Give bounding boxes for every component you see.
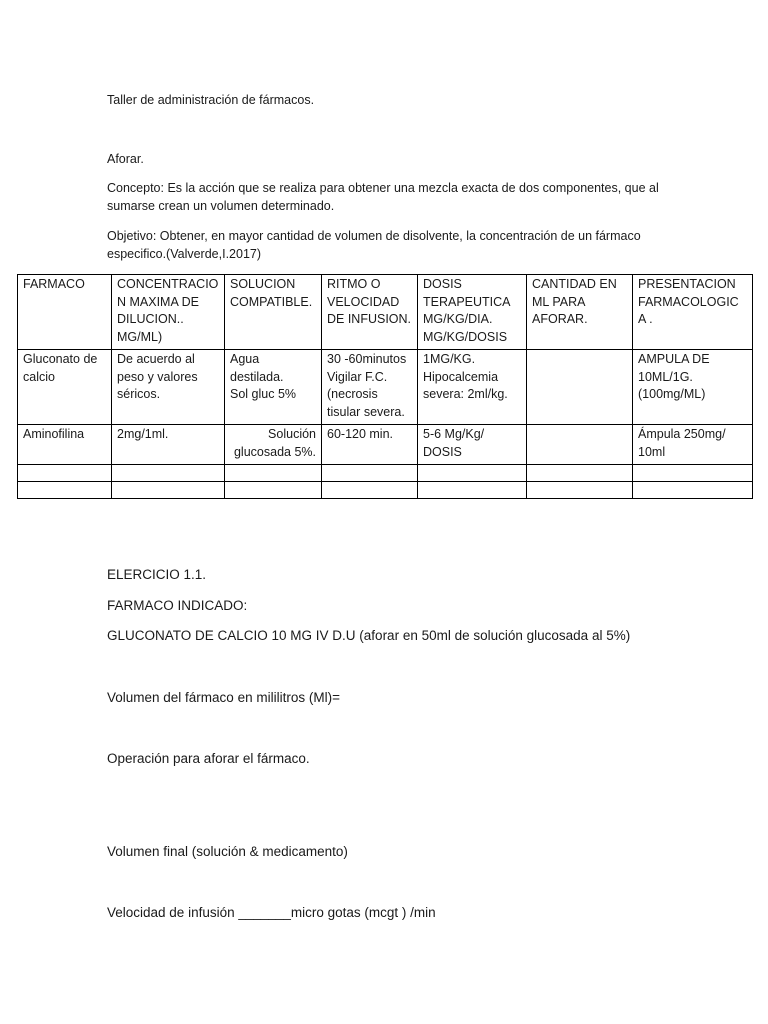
header-cell: SOLUCION COMPATIBLE. [225, 275, 322, 350]
table-cell [112, 482, 225, 499]
table-row [18, 350, 753, 425]
exercise-title: ELERCICIO 1.1. [107, 567, 207, 582]
table-cell: 1MG/KG. Hipocalcemia severa: 2ml/kg. [418, 350, 527, 425]
drug-table [17, 274, 753, 499]
table-cell [225, 482, 322, 499]
header-cell: FARMACO [18, 275, 112, 350]
volume-label: Volumen del fármaco en mililitros (Ml)= [107, 690, 340, 705]
table-row-empty [18, 482, 753, 499]
concept-paragraph: Concepto: Es la acción que se realiza para obtener una mezcla exacta de dos componentes, que al sumarse crean un volumen determinado. [107, 181, 659, 213]
table-cell [418, 482, 527, 499]
indicated-drug-value: GLUCONATO DE CALCIO 10 MG IV D.U (aforar en 50ml de solución glucosada al 5%) [107, 628, 631, 643]
table-cell [527, 482, 633, 499]
header-cell: DOSIS TERAPEUTICA MG/KG/DIA. MG/KG/DOSIS [418, 275, 527, 350]
table-cell: 2mg/1ml. [112, 425, 225, 465]
table-row [18, 425, 753, 465]
infusion-rate-label: Velocidad de infusión _______micro gotas (mcgt ) /min [107, 905, 436, 920]
table-cell: Aminofilina [18, 425, 112, 465]
table-cell [225, 465, 322, 482]
header-cell: CONCENTRACION MAXIMA DE DILUCION.. MG/ML) [112, 275, 225, 350]
section-heading: Aforar. [107, 152, 144, 166]
document-title: Taller de administración de fármacos. [107, 93, 315, 107]
operation-label: Operación para aforar el fármaco. [107, 751, 310, 766]
table-cell: De acuerdo al peso y valores séricos. [112, 350, 225, 425]
table-cell [527, 425, 633, 465]
table-cell [112, 465, 225, 482]
table-cell: AMPULA DE 10ML/1G. (100mg/ML) [633, 350, 753, 425]
table-cell: Agua destilada. Sol gluc 5% [225, 350, 322, 425]
table-cell: Ámpula 250mg/ 10ml [633, 425, 753, 465]
table-cell [322, 465, 418, 482]
table-cell [18, 465, 112, 482]
header-cell: RITMO O VELOCIDAD DE INFUSION. [322, 275, 418, 350]
header-cell: PRESENTACION FARMACOLOGICA . [633, 275, 753, 350]
table-cell: Solución glucosada 5%. [225, 425, 322, 465]
table-cell [527, 350, 633, 425]
table-cell [633, 482, 753, 499]
final-volume-label: Volumen final (solución & medicamento) [107, 844, 348, 859]
objective-paragraph: Objetivo: Obtener, en mayor cantidad de volumen de disolvente, la concentración de un fármaco especifico.(Valverde,I.2017) [107, 229, 641, 261]
table-cell [18, 482, 112, 499]
table-cell [633, 465, 753, 482]
header-cell: CANTIDAD EN ML PARA AFORAR. [527, 275, 633, 350]
table-cell [418, 465, 527, 482]
table-cell: 60-120 min. [322, 425, 418, 465]
table-header-row [18, 275, 753, 350]
table-cell [527, 465, 633, 482]
table-cell: 30 -60minutos Vigilar F.C. (necrosis tisular severa. [322, 350, 418, 425]
table-cell [322, 482, 418, 499]
table-cell: 5-6 Mg/Kg/ DOSIS [418, 425, 527, 465]
table-row-empty [18, 465, 753, 482]
table-cell: Gluconato de calcio [18, 350, 112, 425]
indicated-drug-label: FARMACO INDICADO: [107, 598, 248, 613]
